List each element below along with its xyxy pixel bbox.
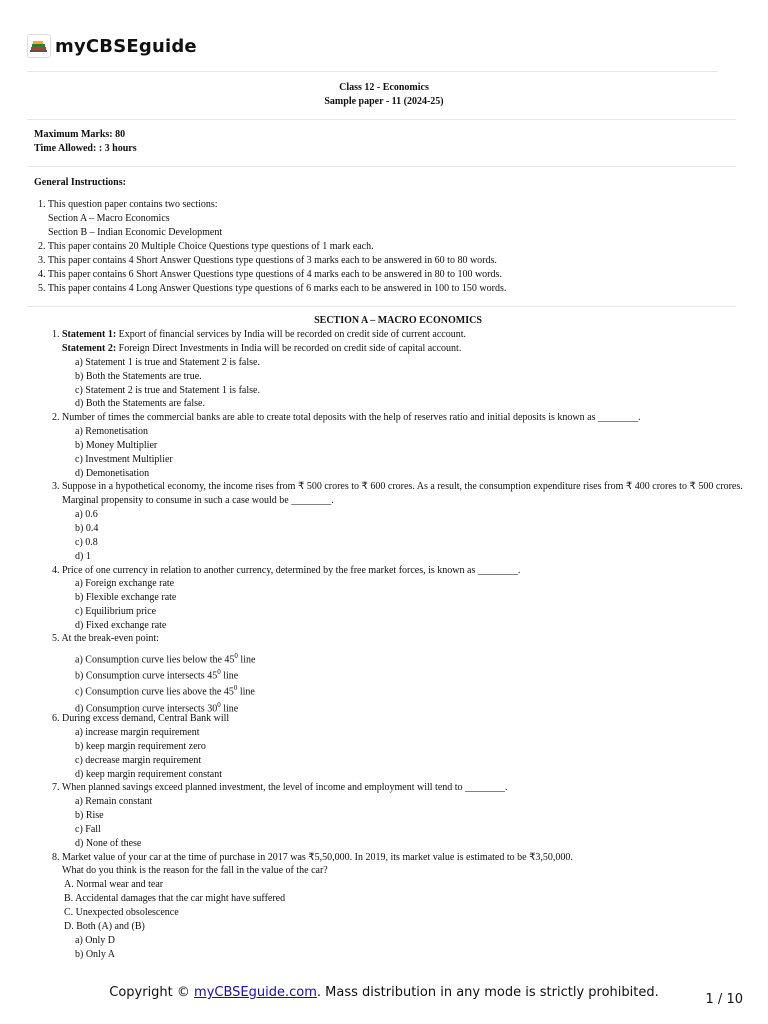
statement-1-label: Statement 1: (62, 329, 117, 340)
instruction-line: 2. This paper contains 20 Multiple Choice Questions type questions of 1 mark each. (38, 241, 374, 252)
question-number: 1. (52, 329, 60, 340)
option: b) 0.4 (75, 523, 99, 534)
option: c) 0.8 (75, 537, 98, 548)
instruction-line: 1. This question paper contains two sections: (38, 199, 218, 210)
option: a) Foreign exchange rate (75, 578, 175, 589)
site-link[interactable]: myCBSEguide.com (194, 985, 317, 1000)
statement-1-text: Export of financial services by India will be recorded on credit side of current account. (116, 329, 467, 340)
paper-subtitle: Sample paper - 11 (2024-25) (324, 96, 444, 107)
reason-item: C. Unexpected obsolescence (64, 907, 179, 918)
question-1 (52, 328, 466, 342)
option: d) Demonetisation (75, 468, 150, 479)
option: c) decrease margin requirement (75, 755, 202, 766)
divider (27, 306, 736, 307)
brand-header (27, 33, 197, 59)
option: c) Fall (75, 824, 101, 835)
question-4: 4. Price of one currency in relation to another currency, determined by the free market forces, is known as ________. (52, 565, 521, 576)
option: d) Fixed exchange rate (75, 620, 167, 631)
paper-title: Class 12 - Economics (339, 82, 429, 93)
option: b) Only A (75, 949, 115, 960)
instructions-heading: General Instructions: (34, 177, 126, 188)
reason-item: D. Both (A) and (B) (64, 921, 145, 932)
instruction-line: Section A – Macro Economics (48, 213, 170, 224)
question-3: 3. Suppose in a hypothetical economy, the income rises from ₹ 500 crores to ₹ 600 crores. As a result, the consumption expenditure rises from ₹ 400 crores to ₹ 500 crores. (52, 481, 743, 492)
option: c) Investment Multiplier (75, 454, 173, 465)
instruction-line: 5. This paper contains 4 Long Answer Questions type questions of 6 marks each to be answered in 100 to 150 words. (38, 283, 507, 294)
option: b) Consumption curve intersects $45^0$ line (75, 668, 239, 682)
question-2: 2. Number of times the commercial banks are able to create total deposits with the help of reserves ratio and initial deposits is known as ________. (52, 412, 641, 423)
option: a) Statement 1 is true and Statement 2 is false. (75, 357, 260, 368)
question-7: 7. When planned savings exceed planned investment, the level of income and employment will tend to ________. (52, 782, 508, 793)
option: d) 1 (75, 551, 91, 562)
book-stack-icon (27, 34, 51, 58)
brand-name: myCBSEguide (55, 35, 197, 57)
option: c) Consumption curve lies above the $45^0$ line (75, 684, 255, 698)
option: c) Statement 2 is true and Statement 1 is false. (75, 385, 260, 396)
option: d) keep margin requirement constant (75, 769, 222, 780)
divider (27, 71, 718, 72)
option: d) None of these (75, 838, 142, 849)
reason-item: A. Normal wear and tear (64, 879, 164, 890)
time-allowed: Time Allowed: : 3 hours (34, 143, 137, 154)
option: a) increase margin requirement (75, 727, 200, 738)
option: a) 0.6 (75, 509, 98, 520)
question-8: 8. Market value of your car at the time of purchase in 2017 was ₹5,50,000. In 2019, its market value is estimated to be ₹3,50,000. (52, 852, 573, 863)
question-6: 6. During excess demand, Central Bank will (52, 713, 230, 724)
option: d) Consumption curve intersects $30^0$ line (75, 701, 239, 715)
question-8-continued: What do you think is the reason for the fall in the value of the car? (62, 865, 328, 876)
copyright-footer (0, 985, 768, 1000)
question-3-continued: Marginal propensity to consume in such a case would be ________. (62, 495, 334, 506)
statement-2-label: Statement 2: (62, 343, 117, 354)
instruction-line: Section B – Indian Economic Development (48, 227, 223, 238)
question-1-statement-2 (62, 342, 461, 356)
reason-item: B. Accidental damages that the car might have suffered (64, 893, 286, 904)
option: a) Only D (75, 935, 115, 946)
copyright-suffix: . Mass distribution in any mode is strictly prohibited. (316, 985, 659, 1000)
question-5: 5. At the break-even point: (52, 633, 159, 644)
copyright-prefix: Copyright © (109, 985, 195, 1000)
maximum-marks: Maximum Marks: 80 (34, 129, 126, 140)
option: a) Consumption curve lies below the $45^0$ line (75, 652, 256, 666)
divider (27, 119, 736, 120)
option: b) Flexible exchange rate (75, 592, 177, 603)
option: c) Equilibrium price (75, 606, 157, 617)
option: b) keep margin requirement zero (75, 741, 206, 752)
instruction-line: 3. This paper contains 4 Short Answer Questions type questions of 3 marks each to be answered in 60 to 80 words. (38, 255, 497, 266)
option: d) Both the Statements are false. (75, 398, 205, 409)
page-number: 1 / 10 (705, 992, 743, 1007)
option: a) Remain constant (75, 796, 153, 807)
instruction-line: 4. This paper contains 6 Short Answer Questions type questions of 4 marks each to be answered in 80 to 100 words. (38, 269, 502, 280)
option: b) Money Multiplier (75, 440, 158, 451)
statement-2-text: Foreign Direct Investments in India will be recorded on credit side of capital account. (116, 343, 462, 354)
option: b) Rise (75, 810, 104, 821)
section-heading: SECTION A – MACRO ECONOMICS (314, 315, 482, 326)
option: b) Both the Statements are true. (75, 371, 202, 382)
option: a) Remonetisation (75, 426, 149, 437)
divider (27, 166, 736, 167)
